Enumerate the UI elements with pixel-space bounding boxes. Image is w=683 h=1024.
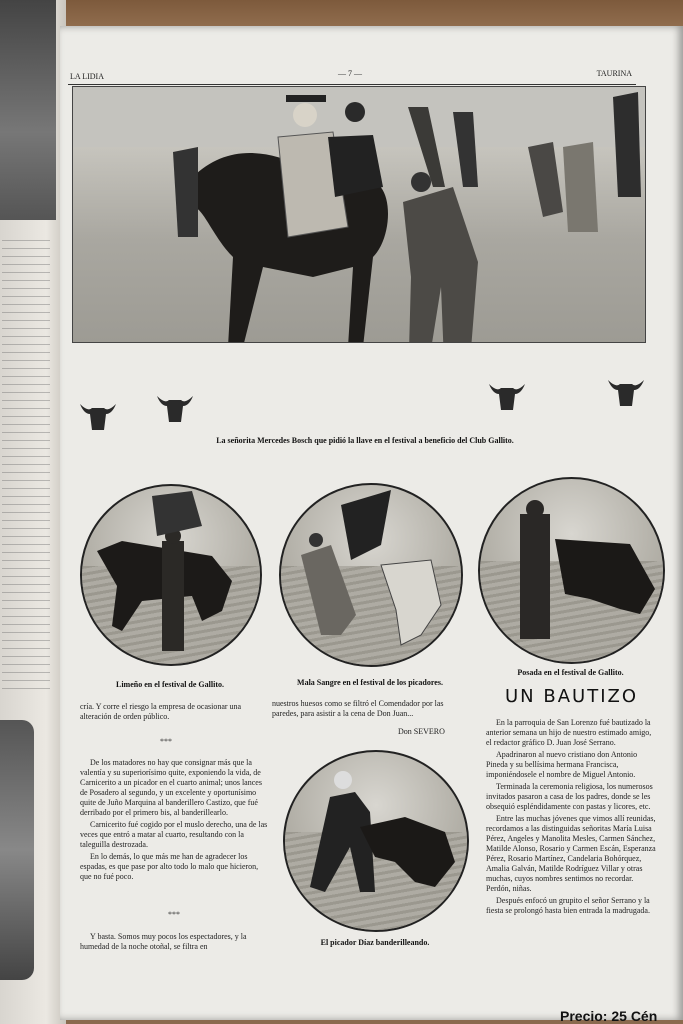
column-left-end [80, 932, 270, 954]
bull-head-icon [606, 374, 646, 410]
caption-posada: Posada en el festival de Gallito. [517, 668, 624, 677]
col3-paragraph: Entre las muchas jóvenes que vimos allí reunidas, recordamos a las distinguidas señoritas María Luisa Pérez, Angeles y Manolita Mesles, Carmen Sánchez, Matilde Alonso, Rosario y Carmen Escán, Esperanza Pérez, Rosario Martínez, Candelaria Bohórquez, Amalia Galván, Matilde Rodríguez Villar y otras muchas, cuyos nombres sentimos no recordar. Perdón, niñas. [486, 814, 656, 893]
col1-paragraph: cría. Y corre el riesgo la empresa de ocasionar una alteración de orden público. [80, 702, 242, 721]
main-photo [72, 86, 646, 343]
col3-paragraph: Después enfocó un grupito el señor Serrano y la fiesta se prolongó hasta bien entrada la madrugada. [486, 896, 650, 915]
circle-photo-mala-sangre [279, 483, 463, 667]
circle-photo-picador-diaz [283, 750, 469, 932]
column-middle [272, 699, 468, 721]
col1-paragraph: Carnicerito fué cogido por el muslo derecho, una de las veces que entró a matar al cuarto, resultando con la taleguilla destrozada. [80, 820, 268, 849]
horse-rider-scene [73, 87, 645, 342]
col1-paragraph: De los matadores no hay que consignar más que la valentía y su superiorísimo quite, exponiendo la vida, de Carnicerito a un picador en el cuarto animal; unos lances de Posadero al segundo, y un excelente y oportunísimo quite de Juño Marquina al banderillero Castizo, que fué derribado por el primero bis, al banderillearlo. [80, 758, 262, 817]
col3-paragraph: Apadrinaron al nuevo cristiano don Antonio Pineda y su bellísima hermana Francisca, imponiéndosele el nombre de Miguel Antonio. [486, 750, 638, 779]
price-label: Precio: 25 Cén [560, 1008, 658, 1024]
left-page-text-lines [2, 240, 50, 690]
column-right [486, 718, 656, 918]
col2-paragraph: nuestros huesos como se filtró el Comendador por las paredes, para asistir a la cena de Don Juan... [272, 699, 444, 718]
col1-paragraph: En lo demás, lo que más me han de agradecer los espadas, es que pase por alto todo lo malo que hicieron, que no fué poco. [80, 852, 259, 881]
signature: Don SEVERO [398, 727, 445, 736]
circle-photo-posada [478, 477, 665, 664]
header-rule [68, 84, 636, 85]
header-right: TAURINA [596, 69, 632, 78]
main-photo-caption: La señorita Mercedes Bosch que pidió la llave en el festival a beneficio del Club Gallito. [216, 436, 514, 445]
bull-head-icon [78, 398, 118, 434]
separator-stars: *** [160, 737, 172, 746]
article-title: UN BAUTIZO [505, 686, 639, 707]
col3-paragraph: En la parroquia de San Lorenzo fué bautizado la anterior semana un hijo de nuestro estimado amigo, el redactor gráfico D. Juan José Serrano. [486, 718, 652, 747]
caption-mala-sangre: Mala Sangre en el festival de los picadores. [297, 678, 443, 687]
left-page-photo-bottom [0, 720, 34, 980]
page-number: — 7 — [338, 69, 362, 78]
caption-picador-diaz: El picador Díaz banderilleando. [320, 938, 430, 947]
circle-photo-limeno [80, 484, 262, 666]
header-left: LA LIDIA [70, 72, 104, 81]
separator-stars: *** [168, 910, 180, 919]
col3-paragraph: Terminada la ceremonia religiosa, los numerosos invitados pasaron a casa de los padres, donde se les obsequió espléndidamente con pastas y licores, etc. [486, 782, 653, 811]
col1-paragraph: Y basta. Somos muy pocos los espectadores, y la humedad de la noche otoñal, se filtra en [80, 932, 247, 951]
bull-head-icon [155, 390, 195, 426]
caption-limeno: Limeño en el festival de Gallito. [116, 680, 224, 689]
bull-head-icon [487, 378, 527, 414]
left-page-photo [0, 0, 56, 220]
column-left [80, 702, 270, 724]
column-left-body [80, 758, 270, 884]
left-page-edge [0, 0, 66, 1024]
